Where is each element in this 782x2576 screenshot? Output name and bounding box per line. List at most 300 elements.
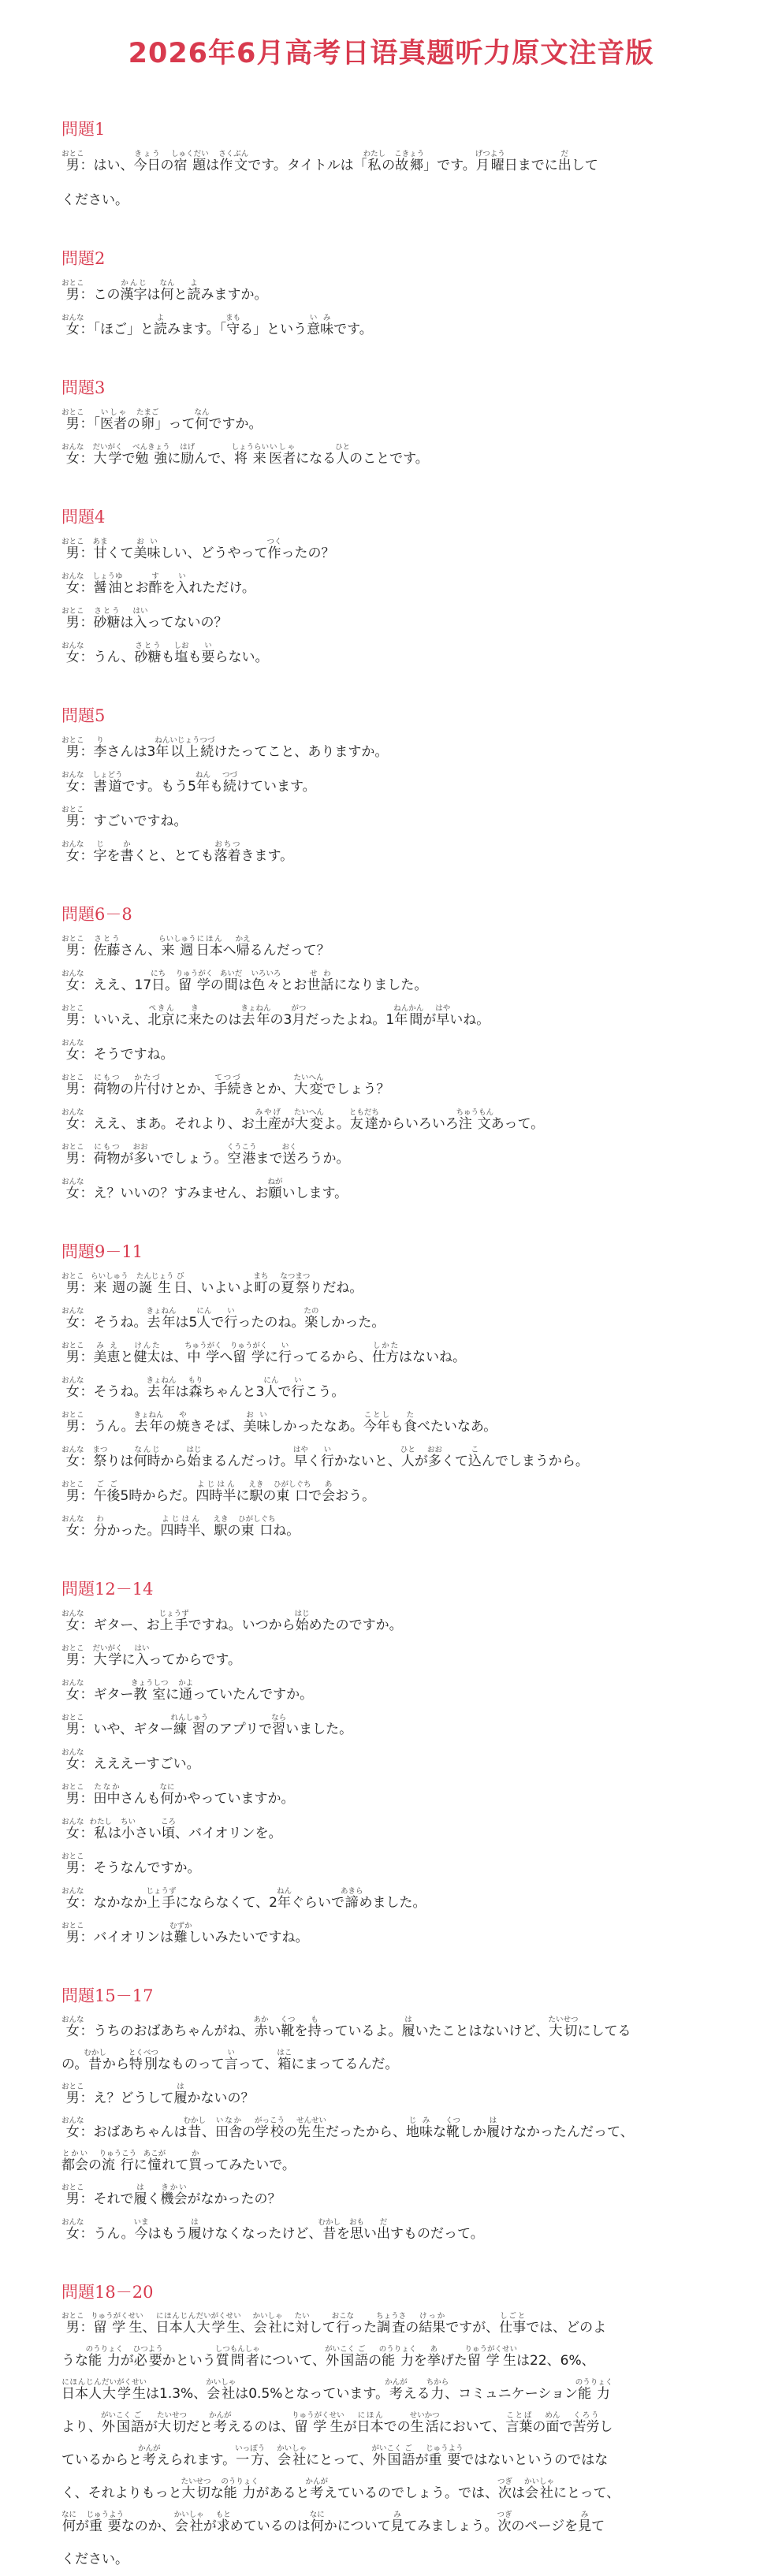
furigana-word: 来週らいしゅう	[91, 1272, 128, 1296]
furigana-word: 見み	[390, 2511, 404, 2534]
dialogue-line: 女おんな：そうね。去年きょねんは5人にんで行いったのね。楽たのしかった。	[61, 1307, 385, 1331]
furigana-word: 思おも	[349, 2218, 365, 2242]
furigana-word: 今日きょう	[133, 150, 161, 173]
furigana-word: 挙あ	[426, 2345, 441, 2369]
furigana-word: 意味いみ	[307, 314, 334, 337]
furigana-word: 難むずか	[169, 1922, 192, 1945]
furigana-word: 考かんが	[385, 2378, 408, 2402]
furigana-word: 美味おい	[133, 538, 161, 561]
furigana-word: 会社かいしゃ	[523, 2477, 554, 2501]
furigana-word: 会社かいしゃ	[277, 2444, 307, 2468]
furigana-word: 入い	[175, 572, 189, 596]
dialogue-line: 日本人にほんじん大学だいがく生せいは1.3%、会社かいしゃは0.5%となっています。考かんがえる力ちから、コミュニケーション能力のうりょく	[61, 2378, 613, 2402]
furigana-word: 卵たまご	[136, 408, 159, 432]
furigana-word: 憧あこが	[143, 2150, 166, 2173]
furigana-word: 学校がっこう	[255, 2116, 285, 2140]
furigana-word: 大変たいへん	[293, 1074, 324, 1097]
furigana-word: 女おんな	[61, 1818, 84, 1841]
furigana-word: 早はや	[292, 1446, 308, 1469]
furigana-word: 仕方しかた	[372, 1342, 400, 1365]
furigana-word: 以上いじょう	[169, 736, 200, 760]
question-section	[61, 1239, 721, 1548]
furigana-word: 行い	[224, 1307, 238, 1331]
furigana-word: 友達ともだち	[348, 1108, 379, 1132]
furigana-word: 何なに	[159, 1783, 175, 1807]
furigana-word: 何なん	[159, 279, 175, 303]
furigana-word: 何なに	[61, 2511, 77, 2534]
furigana-word: 日にち	[151, 970, 166, 993]
furigana-word: 能力のうりょく	[378, 2345, 417, 2369]
furigana-word: 履は	[401, 2016, 415, 2039]
furigana-word: 会社かいしゃ	[252, 2312, 283, 2336]
furigana-word: 女おんな	[61, 572, 84, 596]
dialogue-line: 男おとこ：いや、ギター練習れんしゅうのアプリで習ならいました。	[61, 1714, 353, 1737]
furigana-word: 女おんな	[61, 970, 84, 993]
page-title: 2026年6月高考日语真题听力原文注音版	[128, 38, 654, 69]
furigana-word: 昔むかし	[318, 2218, 341, 2242]
furigana-word: 人にん	[196, 1307, 212, 1331]
furigana-word: 注文ちゅうもん	[456, 1108, 494, 1132]
furigana-word: 月がつ	[291, 1004, 307, 1028]
furigana-word: 祭まつ	[92, 1446, 108, 1469]
furigana-word: 次つぎ	[497, 2477, 512, 2501]
furigana-word: 駅えき	[248, 1480, 264, 1504]
furigana-word: 行おこな	[331, 2312, 355, 2336]
dialogue-line: 女おんな：なかなか上手じょうずにならなくて、2年ねんぐらいで諦あきらめました。	[61, 1887, 426, 1911]
furigana-word: 会社かいしゃ	[206, 2378, 236, 2402]
furigana-word: 留学りゅうがく	[292, 2411, 330, 2435]
furigana-word: 流行りゅうこう	[99, 2150, 137, 2173]
furigana-word: 女おんな	[61, 314, 84, 337]
dialogue-line: 女おんな：字じを書かくと、とても落着おちつきます。	[61, 840, 294, 864]
furigana-word: 結果けっか	[419, 2312, 446, 2336]
furigana-word: 入はい	[132, 607, 148, 631]
furigana-word: 言い	[224, 2049, 238, 2072]
furigana-word: 落着おちつ	[214, 840, 241, 864]
furigana-word: 女おんな	[61, 1610, 84, 1633]
furigana-word: 北京ぺきん	[147, 1004, 175, 1028]
furigana-word: 履は	[486, 2116, 501, 2140]
dialogue-line: 男おとこ：砂糖さとうは入はいってないの？	[61, 607, 228, 631]
dialogue-line: 男おとこ：荷物にもつの片付かたづけとか、手続てつづきとか、大変たいへんでしょう？	[61, 1074, 390, 1097]
dialogue-line: 男おとこ：それで履はく機会きかいがなかったの？	[61, 2183, 281, 2207]
furigana-word: 頃ころ	[161, 1818, 177, 1841]
furigana-word: 生活せいかつ	[409, 2411, 440, 2435]
furigana-word: 作文さくぶん	[218, 150, 249, 173]
furigana-word: 町まち	[253, 1272, 269, 1296]
furigana-word: 女おんな	[61, 1307, 84, 1331]
dialogue-line: 男おとこ：来週らいしゅうの誕生たんじょう日び、いよいよ町まちの夏祭なつまつりだね。	[61, 1272, 363, 1296]
furigana-word: 始はじ	[294, 1610, 310, 1633]
furigana-word: 語ご	[131, 2411, 145, 2435]
furigana-word: 将来しょうらい	[231, 443, 270, 467]
furigana-word: 大学だいがく	[102, 2378, 132, 2402]
furigana-word: 外国がいこく	[325, 2345, 356, 2369]
furigana-word: 男おとこ	[61, 1411, 84, 1435]
furigana-word: 健太けんた	[133, 1342, 161, 1365]
furigana-word: 大切たいせつ	[181, 2477, 211, 2501]
question-section	[61, 2280, 721, 2576]
dialogue-line: の。昔むかしから特別とくべつなものって言いって、箱はこにまってるんだ。	[61, 2049, 399, 2072]
furigana-word: 美恵みえ	[93, 1342, 121, 1365]
dialogue-line: 女おんな：そうですね。	[61, 1039, 174, 1063]
furigana-word: 次つぎ	[497, 2511, 512, 2534]
furigana-word: 駅えき	[213, 1515, 229, 1539]
dialogue-line: 男おとこ：すごいですね。	[61, 806, 188, 829]
furigana-word: 作つく	[266, 538, 282, 561]
furigana-word: 女おんな	[61, 771, 84, 795]
furigana-word: 始はじ	[186, 1446, 202, 1469]
furigana-word: 入はい	[134, 1644, 150, 1668]
furigana-word: 女おんな	[61, 1376, 84, 1400]
furigana-word: 女おんな	[61, 642, 84, 665]
furigana-word: 男おとこ	[61, 1074, 84, 1097]
furigana-word: 履は	[173, 2083, 188, 2106]
furigana-word: 東口ひがしぐち	[273, 1480, 311, 1504]
furigana-word: 夏祭なつまつ	[280, 1272, 311, 1296]
section-heading: 問題3	[61, 378, 106, 397]
furigana-word: 男おとこ	[61, 806, 84, 829]
furigana-word: 都会とかい	[61, 2150, 88, 2173]
furigana-word: 空港くうこう	[226, 1143, 257, 1167]
dialogue-line: 女おんな：ええ、まあ。それより、お土産みやげが大変たいへんよ。友達ともだちからいろいろ注文ちゅうもんあって。	[61, 1108, 545, 1132]
furigana-word: 多おお	[426, 1446, 442, 1469]
furigana-word: 荷物にもつ	[93, 1074, 121, 1097]
dialogue-line: 女おんな：おばあちゃんは昔むかし、田舎いなかの学校がっこうの先生せんせいだったから、地味じみな靴くつしか履はけなかったんだって、	[61, 2116, 634, 2140]
furigana-word: 外国がいこく	[371, 2444, 402, 2468]
dialogue-line: うな能力のうりょくが必要ひつようかという質しつ問者もんしゃについて、外国がいこく語ごの能力のうりょくを挙あげた留学りゅうがく生せいは22、6%、	[61, 2345, 595, 2369]
furigana-word: 日本にほん	[196, 935, 223, 959]
furigana-word: 調査ちょうさ	[376, 2312, 407, 2336]
furigana-word: 書道しょどう	[92, 771, 123, 795]
furigana-word: 昔むかし	[84, 2049, 106, 2072]
furigana-word: 教室きょうしつ	[130, 1679, 169, 1703]
dialogue-line: 都会とかいの流行りゅうこうに憧あこがれて買かってみたいで。	[61, 2150, 296, 2173]
furigana-word: 酢す	[148, 572, 162, 596]
furigana-word: 東口ひがしぐち	[238, 1515, 276, 1539]
dialogue-line: 男おとこ：はい、今日きょうの宿題しゅくだいは作文さくぶんです。タイトルは「私わたしの故郷こきょう」です。月曜げつよう日までに出だして	[61, 150, 598, 173]
furigana-word: 諦あきら	[341, 1887, 363, 1911]
furigana-word: 荷物にもつ	[93, 1143, 121, 1167]
furigana-word: 男おとこ	[61, 1342, 84, 1365]
furigana-word: 出だ	[557, 150, 572, 173]
furigana-word: 早はや	[435, 1004, 451, 1028]
furigana-word: 女おんな	[61, 1748, 84, 1772]
dialogue-line: 女おんな：うん、砂糖さとうも塩しおも要いらない。	[61, 642, 269, 665]
furigana-word: 必要ひつよう	[132, 2345, 163, 2369]
furigana-word: 李り	[93, 736, 107, 760]
furigana-word: 私わたし	[89, 1818, 113, 1841]
furigana-word: 間あいだ	[219, 970, 243, 993]
dialogue-line: 男おとこ：美恵みえと健太けんたは、中学ちゅうがくへ留学りゅうがくに行いってるから、仕方しかたはないね。	[61, 1342, 467, 1365]
furigana-word: 森もり	[188, 1376, 203, 1400]
furigana-word: 砂糖さとう	[93, 607, 121, 631]
dialogue-line: 女おんな：うん。今いまはもう履はけなくなったけど、昔むかしを思おもい出だすものだって。	[61, 2218, 484, 2242]
furigana-word: 能力のうりょく	[221, 2477, 259, 2501]
furigana-word: 女おんな	[61, 2218, 84, 2242]
furigana-word: 女おんな	[61, 443, 84, 467]
furigana-word: 帰かえ	[235, 935, 251, 959]
dialogue-line: 何なにが重要じゅうようなのか、会社かいしゃが求もとめているのは何なにかについて見みてみましょう。次つぎのページを見みて	[61, 2511, 605, 2534]
section-heading: 問題12－14	[61, 1580, 154, 1599]
furigana-word: 男おとこ	[61, 150, 84, 173]
dialogue-line: 女おんな：祭まつりは何時なんじから始はじまるんだっけ。早はやく行いかないと、人ひとが多おおくて込こんでしまうから。	[61, 1446, 589, 1469]
furigana-word: 午後ごご	[93, 1480, 121, 1504]
furigana-word: 面めん	[545, 2411, 560, 2435]
question-section	[61, 117, 721, 218]
furigana-word: 読よ	[187, 279, 201, 303]
furigana-word: 女おんな	[61, 1515, 84, 1539]
furigana-word: 行い	[278, 1342, 292, 1365]
furigana-word: 大学だいがく	[196, 2312, 226, 2336]
furigana-word: 醤油しょうゆ	[92, 572, 123, 596]
furigana-word: 留学りゅうがく	[175, 970, 214, 993]
furigana-word: 中学ちゅうがく	[184, 1342, 222, 1365]
furigana-word: 箱はこ	[277, 2049, 292, 2072]
furigana-word: 去年きょねん	[146, 1376, 177, 1400]
furigana-word: 分わ	[93, 1515, 107, 1539]
furigana-word: 語ご	[401, 2444, 415, 2468]
furigana-word: 上手じょうず	[158, 1610, 189, 1633]
furigana-word: 願ねが	[267, 1178, 283, 1201]
furigana-word: 習なら	[271, 1714, 287, 1737]
furigana-word: 外国がいこく	[101, 2411, 132, 2435]
furigana-word: 女おんな	[61, 1446, 84, 1469]
furigana-word: 故郷こきょう	[394, 150, 425, 173]
furigana-word: 地味じみ	[406, 2116, 434, 2140]
furigana-word: 男おとこ	[61, 408, 84, 432]
furigana-word: 生せい	[502, 2345, 518, 2369]
furigana-word: 書か	[120, 840, 134, 864]
furigana-word: 守まも	[225, 314, 241, 337]
furigana-word: 生せい	[225, 2312, 241, 2336]
furigana-word: 男おとこ	[61, 1272, 84, 1296]
furigana-word: 留学りゅうがく	[229, 1342, 268, 1365]
furigana-word: 今年ことし	[363, 1411, 390, 1435]
furigana-word: 勉強べんきょう	[132, 443, 170, 467]
furigana-word: 赤あか	[253, 2016, 269, 2039]
furigana-word: 求もと	[215, 2511, 231, 2534]
furigana-word: 続つづ	[199, 736, 215, 760]
furigana-word: 今いま	[133, 2218, 149, 2242]
dialogue-line: 男おとこ：バイオリンは難むずかしいみたいですね。	[61, 1922, 309, 1945]
furigana-word: 美味おい	[243, 1411, 270, 1435]
dialogue-line: 女おんな：えええーすごい。	[61, 1748, 200, 1772]
furigana-word: 年ねん	[195, 771, 210, 795]
furigana-word: 生せい	[329, 2411, 344, 2435]
furigana-word: 男おとこ	[61, 1714, 84, 1737]
furigana-word: 重要じゅうよう	[86, 2511, 125, 2534]
furigana-word: 見み	[578, 2511, 592, 2534]
furigana-word: 特別とくべつ	[128, 2049, 158, 2072]
section-heading: 問題4	[61, 508, 106, 527]
furigana-word: 人ひと	[400, 1446, 415, 1469]
furigana-word: 日本人にほんじん	[155, 2312, 196, 2336]
furigana-word: 四時半よじはん	[196, 1480, 236, 1504]
furigana-word: 何時なんじ	[133, 1446, 161, 1469]
furigana-word: 大切たいせつ	[548, 2016, 579, 2039]
furigana-word: 女おんな	[61, 1178, 84, 1201]
furigana-word: 問者もんしゃ	[229, 2345, 260, 2369]
furigana-word: 何なん	[194, 408, 210, 432]
section-heading: 問題5	[61, 706, 106, 725]
dialogue-line: 男おとこ：午後ごご5時からだ。四時半よじはんに駅えきの東口ひがしぐちで会あおう。	[61, 1480, 376, 1504]
furigana-word: 来週らいしゅう	[158, 935, 196, 959]
furigana-word: 医者いしゃ	[100, 408, 127, 432]
furigana-word: 能力のうりょく	[575, 2378, 613, 2402]
furigana-word: 男おとこ	[61, 1480, 84, 1504]
furigana-word: 男おとこ	[61, 935, 84, 959]
furigana-word: 大学だいがく	[92, 443, 123, 467]
furigana-word: 読よ	[154, 314, 167, 337]
furigana-word: 字じ	[93, 840, 107, 864]
dialogue-line: く、それよりもっと大切たいせつな能力のうりょくがあると考かんがえているのでしょう。では、次つぎは会社かいしゃにとって、	[61, 2477, 620, 2501]
furigana-word: 言葉ことば	[505, 2411, 533, 2435]
question-section	[61, 1983, 721, 2251]
furigana-word: 男おとこ	[61, 2183, 84, 2207]
furigana-word: 練習れんしゅう	[170, 1714, 209, 1737]
furigana-word: 女おんな	[61, 1039, 84, 1063]
question-section	[61, 902, 721, 1211]
furigana-word: 多おお	[132, 1143, 148, 1167]
furigana-word: 世話せわ	[307, 970, 334, 993]
dialogue-line: 女おんな：そうね。去年きょねんは森もりちゃんと3人にんで行いこう。	[61, 1376, 345, 1400]
dialogue-line: 男おとこ：荷物にもつが多おおいでしょう。空港くうこうまで送おくろうか。	[61, 1143, 350, 1167]
furigana-word: 男おとこ	[61, 1783, 84, 1807]
furigana-word: 女おんな	[61, 2016, 84, 2039]
furigana-word: 四時半よじはん	[160, 1515, 201, 1539]
furigana-word: 考かんが	[305, 2477, 328, 2501]
furigana-word: 去年きょねん	[240, 1004, 271, 1028]
furigana-word: 田中たなか	[93, 1783, 121, 1807]
dialogue-line: 男おとこ：佐藤さとうさん、来週らいしゅう日本にほんへ帰かえるんだって？	[61, 935, 330, 959]
question-section	[61, 504, 721, 675]
furigana-word: 男おとこ	[61, 607, 84, 631]
furigana-word: 女おんな	[61, 1887, 84, 1911]
furigana-word: 佐藤さとう	[93, 935, 121, 959]
dialogue-line: 女おんな：私わたしは小ちいさい頃ころ、バイオリンを。	[61, 1818, 282, 1841]
furigana-word: 昔むかし	[183, 2116, 207, 2140]
furigana-word: 仕事しごと	[499, 2312, 527, 2336]
furigana-word: 質しつ	[214, 2345, 230, 2369]
furigana-word: 力ちから	[426, 2378, 449, 2402]
furigana-word: 人ひと	[335, 443, 351, 467]
dialogue-line: 女おんな：「ほご」と読よみます。「守まもる」という意味いみです。	[61, 314, 373, 337]
furigana-word: 来き	[188, 1004, 202, 1028]
question-section	[61, 703, 721, 873]
furigana-word: 女おんな	[61, 840, 84, 864]
furigana-word: 私わたし	[363, 150, 386, 173]
furigana-word: 持も	[307, 2016, 322, 2039]
furigana-word: 男おとこ	[61, 1004, 84, 1028]
furigana-word: 上手じょうず	[146, 1887, 177, 1911]
dialogue-line: 男おとこ：大学だいがくに入はいってからです。	[61, 1644, 241, 1668]
furigana-word: 対たい	[294, 2312, 310, 2336]
question-section	[61, 246, 721, 347]
dialogue-line: 男おとこ：留学りゅうがく生せい、日本人にほんじん大学だいがく生せい、会社かいしゃに対たいして行おこなった調査ちょうさの結果けっかですが、仕事しごとでは、どのよ	[61, 2312, 607, 2336]
furigana-word: 土産みやげ	[254, 1108, 281, 1132]
section-heading: 問題6－8	[61, 905, 132, 924]
dialogue-line: 女おんな：醤油しょうゆとお酢すを入いれただけ。	[61, 572, 255, 596]
dialogue-line: 男おとこ：え？どうして履はかないの？	[61, 2083, 255, 2106]
furigana-word: 語ご	[355, 2345, 369, 2369]
furigana-word: 宿題しゅくだい	[171, 150, 209, 173]
dialogue-line: 女おんな：うちのおばあちゃんがね、赤あかい靴くつを持もっているよ。履はいたことはないけど、大切たいせつにしてる	[61, 2016, 631, 2039]
furigana-word: 日本にほん	[356, 2411, 384, 2435]
furigana-word: 田舎いなか	[215, 2116, 242, 2140]
dialogue-line: 女おんな：分わかった。四時半よじはん、駅えきの東口ひがしぐちね。	[61, 1515, 300, 1539]
furigana-word: 誕生たんじょう	[136, 1272, 174, 1296]
furigana-word: 靴くつ	[280, 2016, 296, 2039]
section-heading: 問題18－20	[61, 2283, 154, 2302]
dialogue-line: 女おんな：大学だいがくで勉強べんきょうに励はげんで、将来しょうらい医者いしゃになる人ひとのことです。	[61, 443, 429, 467]
furigana-word: 去年きょねん	[146, 1307, 177, 1331]
furigana-word: 楽たの	[303, 1307, 319, 1331]
furigana-word: 買か	[188, 2150, 203, 2173]
furigana-word: 男おとこ	[61, 1143, 84, 1167]
furigana-word: 月曜げつよう	[475, 150, 505, 173]
furigana-word: 考かんが	[209, 2411, 232, 2435]
section-heading: 問題2	[61, 249, 106, 268]
dialogue-line: 男おとこ：そうなんですか。	[61, 1852, 201, 1876]
furigana-word: 男おとこ	[61, 2312, 84, 2336]
furigana-word: 先生せんせい	[296, 2116, 327, 2140]
dialogue-line: 男おとこ：この漢字かんじは何なんと読よみますか。	[61, 279, 268, 303]
furigana-word: 食た	[403, 1411, 417, 1435]
furigana-word: 履は	[133, 2183, 147, 2207]
furigana-word: 機会きかい	[160, 2183, 188, 2207]
furigana-word: 医者いしゃ	[269, 443, 296, 467]
furigana-word: 通かよ	[178, 1679, 194, 1703]
dialogue-line: ください。	[61, 2552, 128, 2567]
dialogue-line: 女おんな：書道しょどうです。もう5年ねんも続つづけています。	[61, 771, 316, 795]
furigana-word: 生せい	[128, 2312, 143, 2336]
furigana-word: 砂糖さとう	[134, 642, 162, 665]
furigana-word: 男おとこ	[61, 279, 84, 303]
furigana-word: 出だ	[377, 2218, 391, 2242]
furigana-word: 会社かいしゃ	[173, 2511, 204, 2534]
furigana-word: 年間ねんかん	[393, 1004, 424, 1028]
dialogue-line: ください。	[61, 192, 128, 208]
furigana-word: 小ちい	[121, 1818, 136, 1841]
dialogue-line: 男おとこ：「医者いしゃの卵たまご」って何なんですか。	[61, 408, 263, 432]
furigana-word: 能力のうりょく	[85, 2345, 124, 2369]
furigana-word: 行い	[320, 1446, 334, 1469]
dialogue-line: 男おとこ：いいえ、北京ぺきんに来きたのは去年きょねんの3月がつだったよね。1年間ねんかんが早はやいね。	[61, 1004, 490, 1028]
furigana-word: 考かんが	[138, 2444, 161, 2468]
furigana-word: 男おとこ	[61, 1644, 84, 1668]
dialogue-line: 男おとこ：甘あまくて美味おいしい、どうやって作つくったの？	[61, 538, 335, 561]
furigana-word: 男おとこ	[61, 2083, 84, 2106]
furigana-word: 重要じゅうよう	[426, 2444, 464, 2468]
question-section	[61, 375, 721, 476]
dialogue-line: 男おとこ：李りさんは3年ねん以上いじょう続つづけたってこと、ありますか。	[61, 736, 389, 760]
furigana-word: 日本人にほんじん	[61, 2378, 102, 2402]
dialogue-line: 男おとこ：うん。去年きょねんの焼やきそば、美味おいしかったなあ。今年ことしも食たべたいなあ。	[61, 1411, 497, 1435]
furigana-word: 履は	[188, 2218, 202, 2242]
furigana-word: 塩しお	[173, 642, 189, 665]
furigana-word: 甘あま	[92, 538, 108, 561]
furigana-word: 留学りゅうがく	[464, 2345, 503, 2369]
furigana-word: 送おく	[281, 1143, 297, 1167]
furigana-word: 色々いろいろ	[251, 970, 281, 993]
furigana-word: 行い	[291, 1376, 305, 1400]
dialogue-line: 男おとこ：田中たなかさんも何なにかやっていますか。	[61, 1783, 295, 1807]
furigana-word: 日び	[173, 1272, 188, 1296]
furigana-word: 大学だいがく	[92, 1644, 123, 1668]
furigana-word: 焼や	[176, 1411, 190, 1435]
furigana-word: 女おんな	[61, 1679, 84, 1703]
